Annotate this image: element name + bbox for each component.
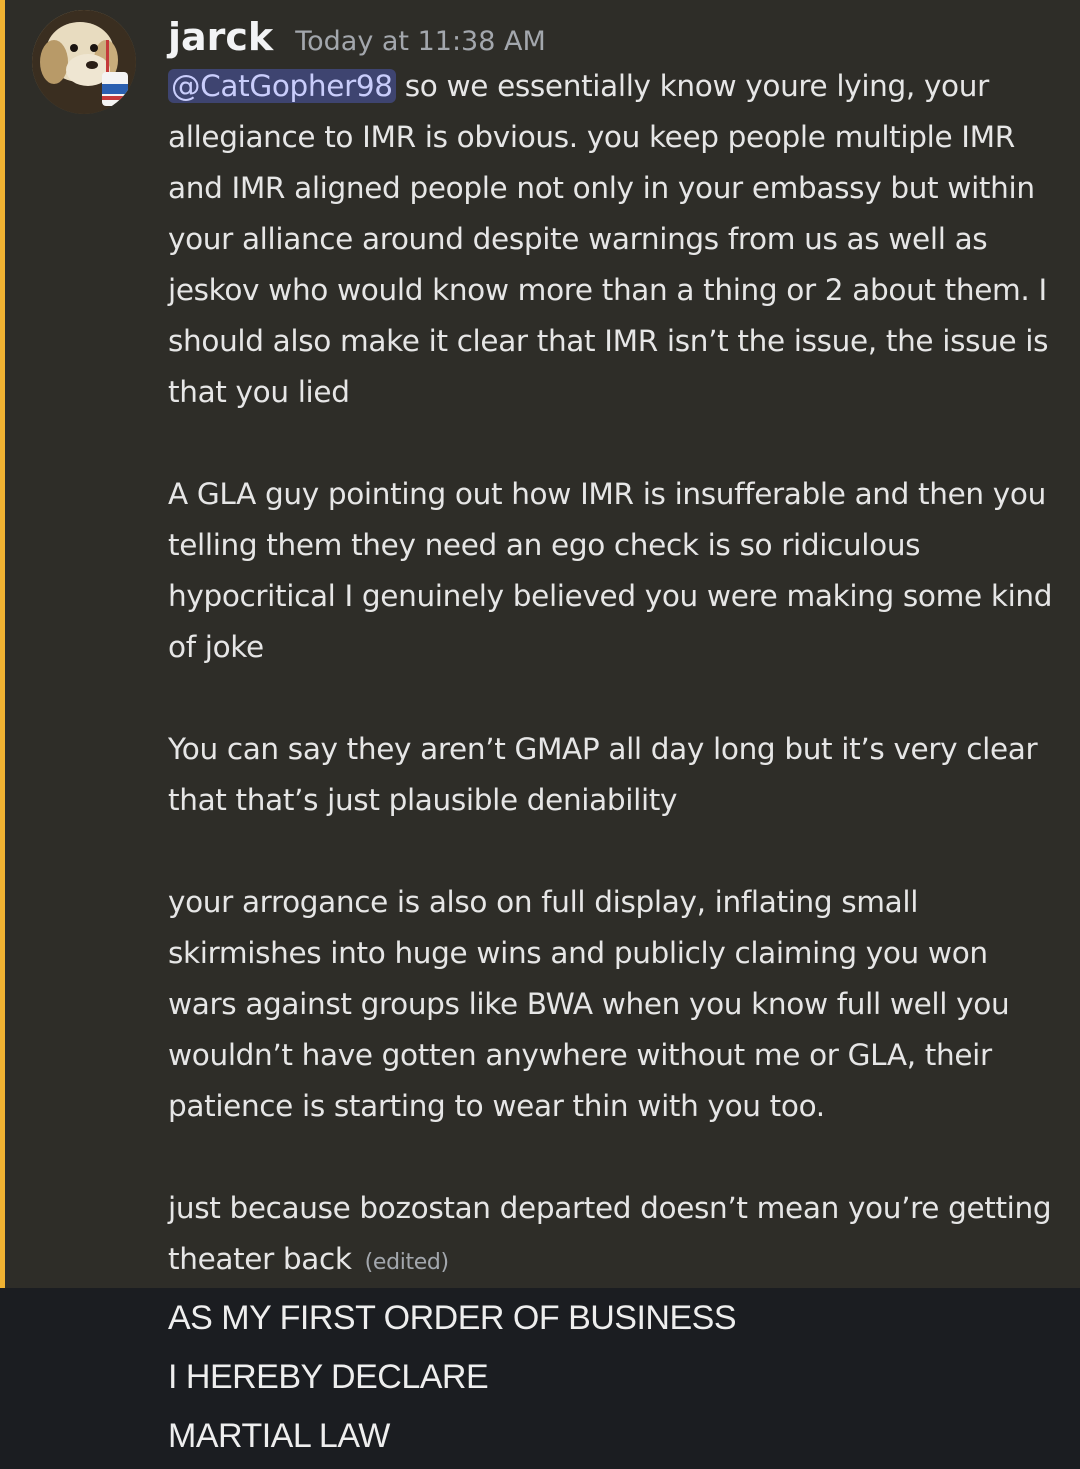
timestamp: Today at 11:38 AM [295, 26, 546, 57]
avatar[interactable] [32, 10, 136, 114]
message-text: just because bozostan departed doesn’t mean you’re getting theater back [168, 1191, 1052, 1276]
message-paragraph: You can say they aren’t GMAP all day long but it’s very clear that that’s just plausible deniability [168, 732, 1038, 817]
username[interactable]: jarck [168, 15, 274, 59]
message-paragraph [168, 1183, 1058, 1288]
message-paragraph: A GLA guy pointing out how IMR is insufferable and then you telling them they need an ego check is so ridiculous hypocritical I genuinely believed you were making some kind of joke [168, 477, 1053, 664]
meme-caption [168, 1288, 1048, 1466]
edited-indicator: (edited) [364, 1250, 449, 1275]
message-header [168, 10, 546, 66]
message-text: so we essentially know youre lying, your allegiance to IMR is obvious. you keep people multiple IMR and IMR aligned people not only in your embassy but within your alliance around despite warnings from us as well as jeskov who would know more than a thing or 2 about them. I should also make it clear that IMR isn’t the issue, the issue is that you lied [168, 69, 1049, 409]
caption-line: MARTIAL LAW [168, 1417, 390, 1455]
user-mention[interactable]: @CatGopher98 [168, 69, 396, 103]
message-content [168, 61, 1058, 1288]
dog-avatar-icon [32, 10, 136, 114]
message-paragraph [168, 61, 1058, 418]
mention-highlight-bar [0, 0, 5, 1288]
message-paragraph: your arrogance is also on full display, inflating small skirmishes into huge wins and publicly claiming you won wars against groups like BWA when you know full well you wouldn’t have gotten anywhere without me or GLA, their patience is starting to wear thin with you too. [168, 885, 1010, 1123]
caption-line: I HEREBY DECLARE [168, 1358, 489, 1396]
caption-line: AS MY FIRST ORDER OF BUSINESS [168, 1299, 737, 1337]
